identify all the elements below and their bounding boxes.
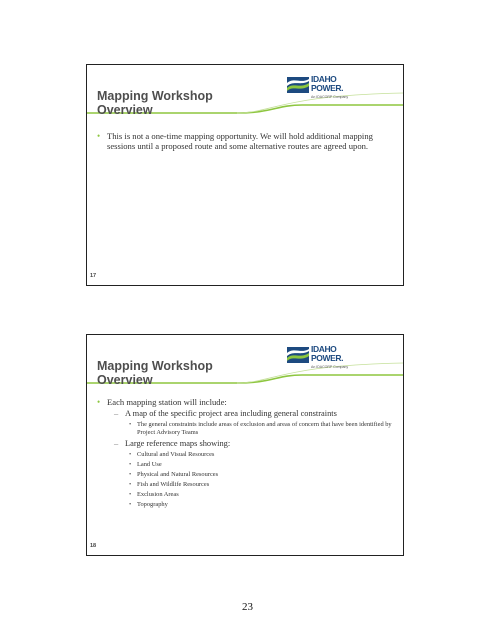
logo-name-line1: IDAHO [311,344,337,354]
page-number: 23 [242,601,253,613]
idaho-power-logo [287,345,367,375]
bullet-list [97,397,397,509]
logo-tagline: An IDACORP Company [311,365,349,369]
logo-tagline: An IDACORP Company [311,95,349,99]
idaho-power-logo [287,75,367,105]
slide-number: 18 [90,543,97,549]
slide-title-line2: Overview [97,373,153,387]
slide-title-line1: Mapping Workshop [97,359,213,373]
sub-bullet-item: – A map of the specific project area including general constraints [97,409,397,419]
sub-sub-bullet-item: • Topography [97,501,397,509]
sub-sub-bullet-item: • Land Use [97,461,397,469]
idaho-power-logo-icon [287,77,309,93]
slide-title [97,89,213,117]
slide-title-line1: Mapping Workshop [97,89,213,103]
slide-title [97,359,213,387]
sub-sub-bullet-item: • Exclusion Areas [97,491,397,499]
sub-sub-bullet-item: • The general constraints include areas of exclusion and areas of concern that have been identified by Project Advisory Teams [97,421,397,437]
slide-17 [86,64,404,286]
logo-name-line1: IDAHO [311,74,337,84]
slide-number: 17 [90,273,97,279]
slide-18 [86,334,404,556]
sub-bullet-item: – Large reference maps showing: [97,439,397,449]
slide-title-line2: Overview [97,103,153,117]
idaho-power-logo-icon [287,347,309,363]
sub-sub-bullet-item: • Fish and Wildlife Resources [97,481,397,489]
logo-name-line2: POWER. [311,82,344,93]
sub-sub-bullet-item: • Physical and Natural Resources [97,471,397,479]
logo-name-line2: POWER. [311,352,344,363]
bullet-item: • This is not a one-time mapping opportunity. We will hold additional mapping sessions until a proposed route and some alternative routes are agreed upon. [97,131,397,151]
bullet-item: • Each mapping station will include: [97,397,397,407]
bullet-list [97,131,397,151]
sub-sub-bullet-item: • Cultural and Visual Resources [97,451,397,459]
